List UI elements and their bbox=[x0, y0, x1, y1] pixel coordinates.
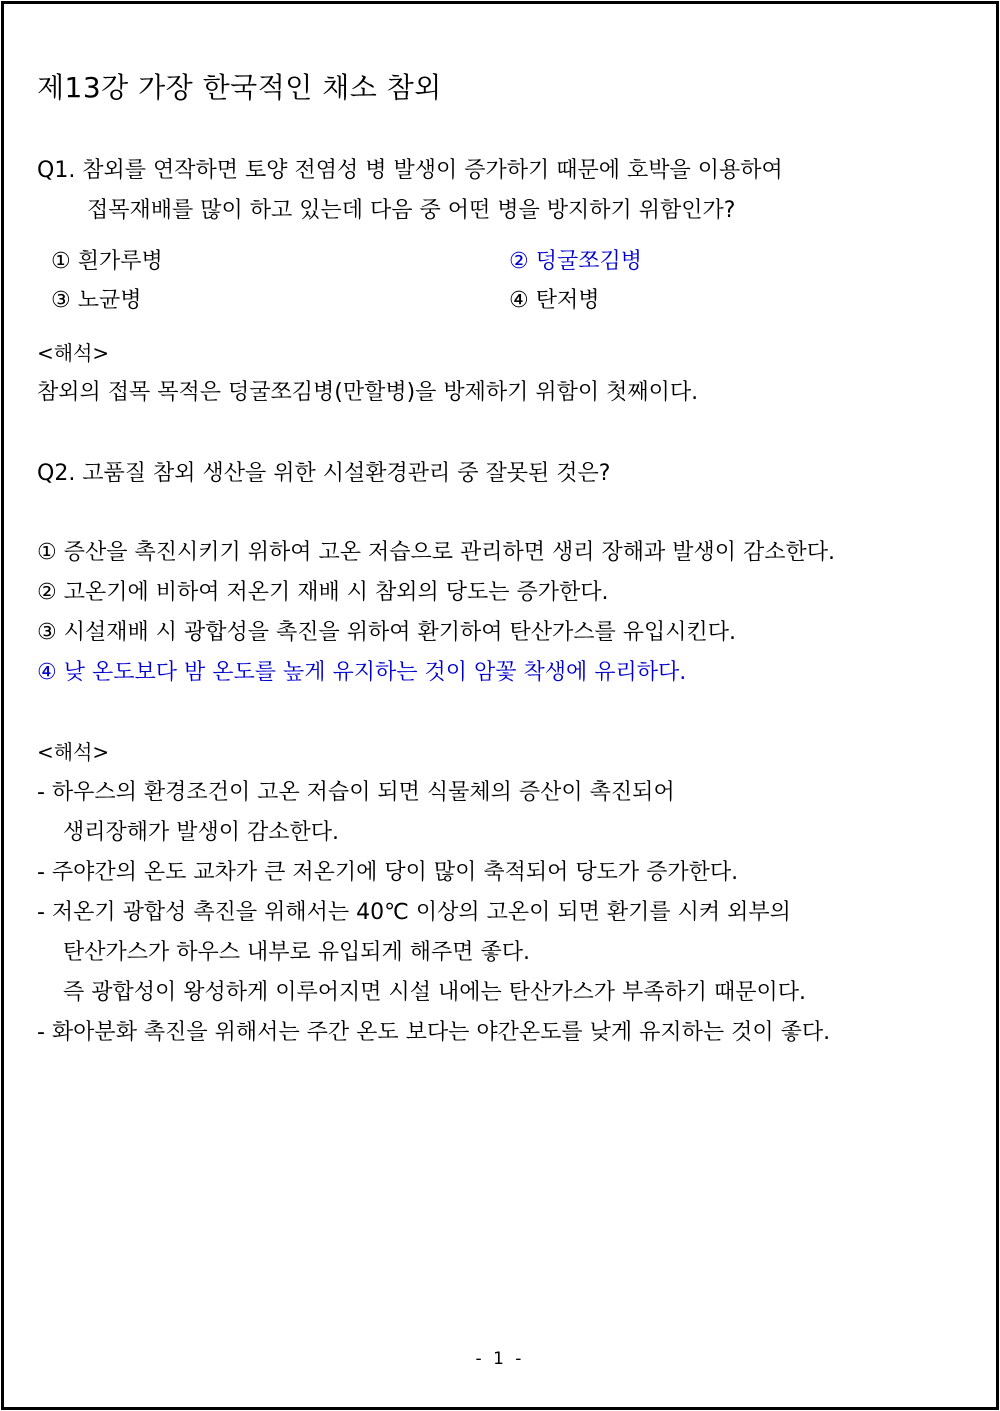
q2-question-line: Q2. 고품질 참외 생산을 위한 시설환경관리 중 잘못된 것은? bbox=[37, 461, 611, 486]
q1-explanation-heading: <해석> bbox=[37, 341, 110, 365]
q1-option-1: ① 흰가루병 bbox=[51, 249, 163, 274]
q1-option-2-answer: ② 덩굴쪼김병 bbox=[509, 249, 642, 274]
q2-explanation-heading: <해석> bbox=[37, 740, 110, 764]
q2-explanation-line-5: 탄산가스가 하우스 내부로 유입되게 해주면 좋다. bbox=[63, 940, 531, 965]
q2-option-4-answer: ④ 낮 온도보다 밤 온도를 높게 유지하는 것이 암꽃 착생에 유리하다. bbox=[37, 660, 687, 685]
q2-explanation-line-3: - 주야간의 온도 교차가 큰 저온기에 당이 많이 축적되어 당도가 증가한다. bbox=[37, 860, 739, 885]
page-number: - 1 - bbox=[475, 1349, 525, 1369]
q2-explanation-line-2: 생리장해가 발생이 감소한다. bbox=[63, 820, 340, 845]
q1-option-3: ③ 노균병 bbox=[51, 288, 142, 313]
q2-explanation-line-6: 즉 광합성이 왕성하게 이루어지면 시설 내에는 탄산가스가 부족하기 때문이다. bbox=[63, 980, 807, 1005]
q1-question-line-2: 접목재배를 많이 하고 있는데 다음 중 어떤 병을 방지하기 위함인가? bbox=[87, 198, 736, 223]
lesson-title: 제13강 가장 한국적인 채소 참외 bbox=[37, 71, 442, 104]
q2-option-3: ③ 시설재배 시 광합성을 촉진을 위하여 환기하여 탄산가스를 유입시킨다. bbox=[37, 620, 736, 645]
q1-explanation-text: 참외의 접목 목적은 덩굴쪼김병(만할병)을 방제하기 위함이 첫째이다. bbox=[37, 380, 699, 405]
q2-option-2: ② 고온기에 비하여 저온기 재배 시 참외의 당도는 증가한다. bbox=[37, 580, 609, 605]
q2-explanation-line-1: - 하우스의 환경조건이 고온 저습이 되면 식물체의 증산이 촉진되어 bbox=[37, 780, 675, 805]
q2-option-1: ① 증산을 촉진시키기 위하여 고온 저습으로 관리하면 생리 장해과 발생이 감소한다. bbox=[37, 540, 835, 565]
q2-explanation-line-4: - 저온기 광합성 촉진을 위해서는 40℃ 이상의 고온이 되면 환기를 시켜 외부의 bbox=[37, 900, 791, 925]
q1-option-4: ④ 탄저병 bbox=[509, 288, 600, 313]
q1-question-line-1: Q1. 참외를 연작하면 토양 전염성 병 발생이 증가하기 때문에 호박을 이용하여 bbox=[37, 158, 783, 183]
q2-explanation-line-7: - 화아분화 촉진을 위해서는 주간 온도 보다는 야간온도를 낮게 유지하는 것이 좋다. bbox=[37, 1020, 831, 1045]
